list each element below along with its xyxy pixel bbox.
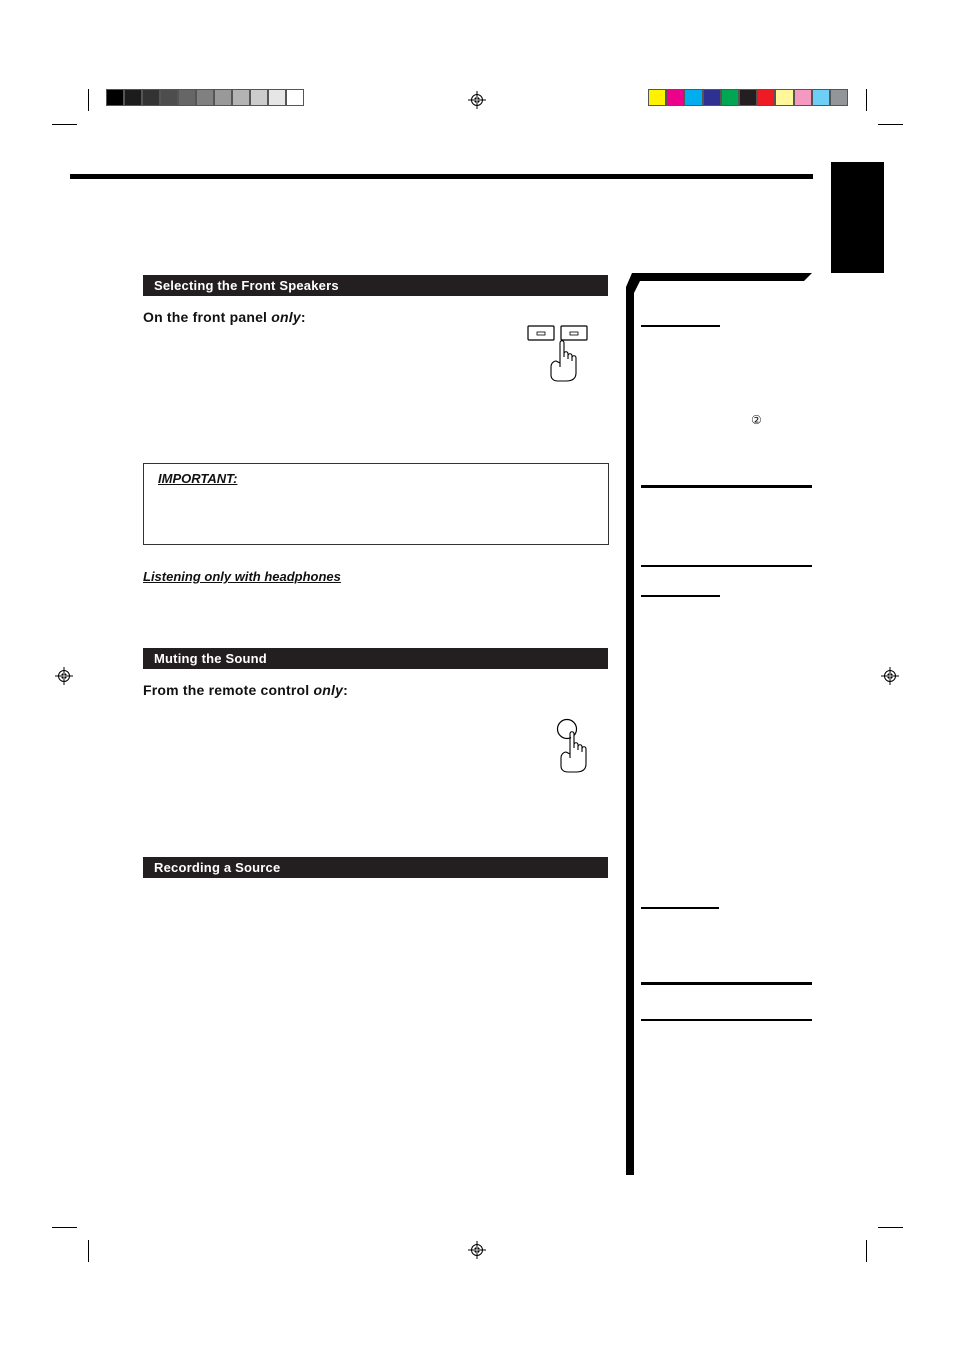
crop-mark bbox=[866, 89, 867, 111]
sidebar-circled-number: ② bbox=[751, 413, 762, 427]
crop-mark bbox=[866, 1240, 867, 1262]
language-tab bbox=[831, 162, 884, 273]
crop-mark bbox=[52, 1227, 77, 1228]
sidebar-long-rule bbox=[641, 565, 812, 567]
sidebar-short-rule bbox=[641, 907, 719, 909]
registration-mark-icon bbox=[881, 667, 899, 685]
subheading-colon: : bbox=[343, 682, 348, 698]
calibration-swatch bbox=[703, 89, 721, 106]
finger-pressing-two-buttons-icon bbox=[526, 323, 590, 383]
subheading-emphasis: only bbox=[271, 309, 301, 325]
section-heading-recording: Recording a Source bbox=[143, 857, 608, 878]
calibration-swatch bbox=[757, 89, 775, 106]
calibration-swatch bbox=[232, 89, 250, 106]
sidebar-long-rule bbox=[641, 1019, 812, 1021]
section-heading-front-speakers: Selecting the Front Speakers bbox=[143, 275, 608, 296]
calibration-swatch bbox=[830, 89, 848, 106]
finger-pressing-round-button-icon bbox=[552, 718, 592, 774]
sidebar-long-rule bbox=[641, 485, 812, 488]
section-heading-muting: Muting the Sound bbox=[143, 648, 608, 669]
subheading-emphasis: only bbox=[313, 682, 344, 698]
calibration-swatch bbox=[124, 89, 142, 106]
sidebar-short-rule bbox=[641, 595, 720, 597]
crop-mark bbox=[52, 124, 77, 125]
headphones-subheading: Listening only with headphones bbox=[143, 569, 341, 584]
sidebar-short-rule bbox=[641, 325, 720, 327]
crop-mark bbox=[88, 89, 89, 111]
calibration-swatch bbox=[196, 89, 214, 106]
calibration-swatch bbox=[739, 89, 757, 106]
crop-mark bbox=[88, 1240, 89, 1262]
calibration-swatch bbox=[142, 89, 160, 106]
calibration-swatch bbox=[160, 89, 178, 106]
page-top-rule bbox=[70, 174, 813, 179]
calibration-swatch bbox=[812, 89, 830, 106]
registration-mark-icon bbox=[55, 667, 73, 685]
remote-control-only-subheading bbox=[143, 682, 348, 698]
crop-mark bbox=[878, 124, 903, 125]
calibration-swatch bbox=[286, 89, 304, 106]
calibration-swatch bbox=[684, 89, 702, 106]
crop-mark bbox=[878, 1227, 903, 1228]
subheading-text: On the front panel bbox=[143, 309, 272, 325]
front-panel-only-subheading bbox=[143, 309, 306, 325]
sidebar-long-rule bbox=[641, 982, 812, 985]
calibration-swatch bbox=[268, 89, 286, 106]
calibration-swatch bbox=[106, 89, 124, 106]
calibration-swatch bbox=[775, 89, 793, 106]
calibration-swatch bbox=[178, 89, 196, 106]
calibration-swatch bbox=[250, 89, 268, 106]
calibration-swatch bbox=[648, 89, 666, 106]
calibration-swatch bbox=[794, 89, 812, 106]
calibration-swatch bbox=[214, 89, 232, 106]
registration-mark-icon bbox=[468, 1241, 486, 1259]
registration-mark-icon bbox=[468, 91, 486, 109]
important-notice-box bbox=[143, 463, 609, 545]
subheading-colon: : bbox=[300, 309, 306, 325]
important-label: IMPORTANT: bbox=[158, 471, 238, 486]
subheading-text: From the remote control bbox=[143, 682, 314, 698]
calibration-swatch bbox=[666, 89, 684, 106]
sidebar-frame bbox=[626, 273, 812, 1175]
calibration-swatch bbox=[721, 89, 739, 106]
